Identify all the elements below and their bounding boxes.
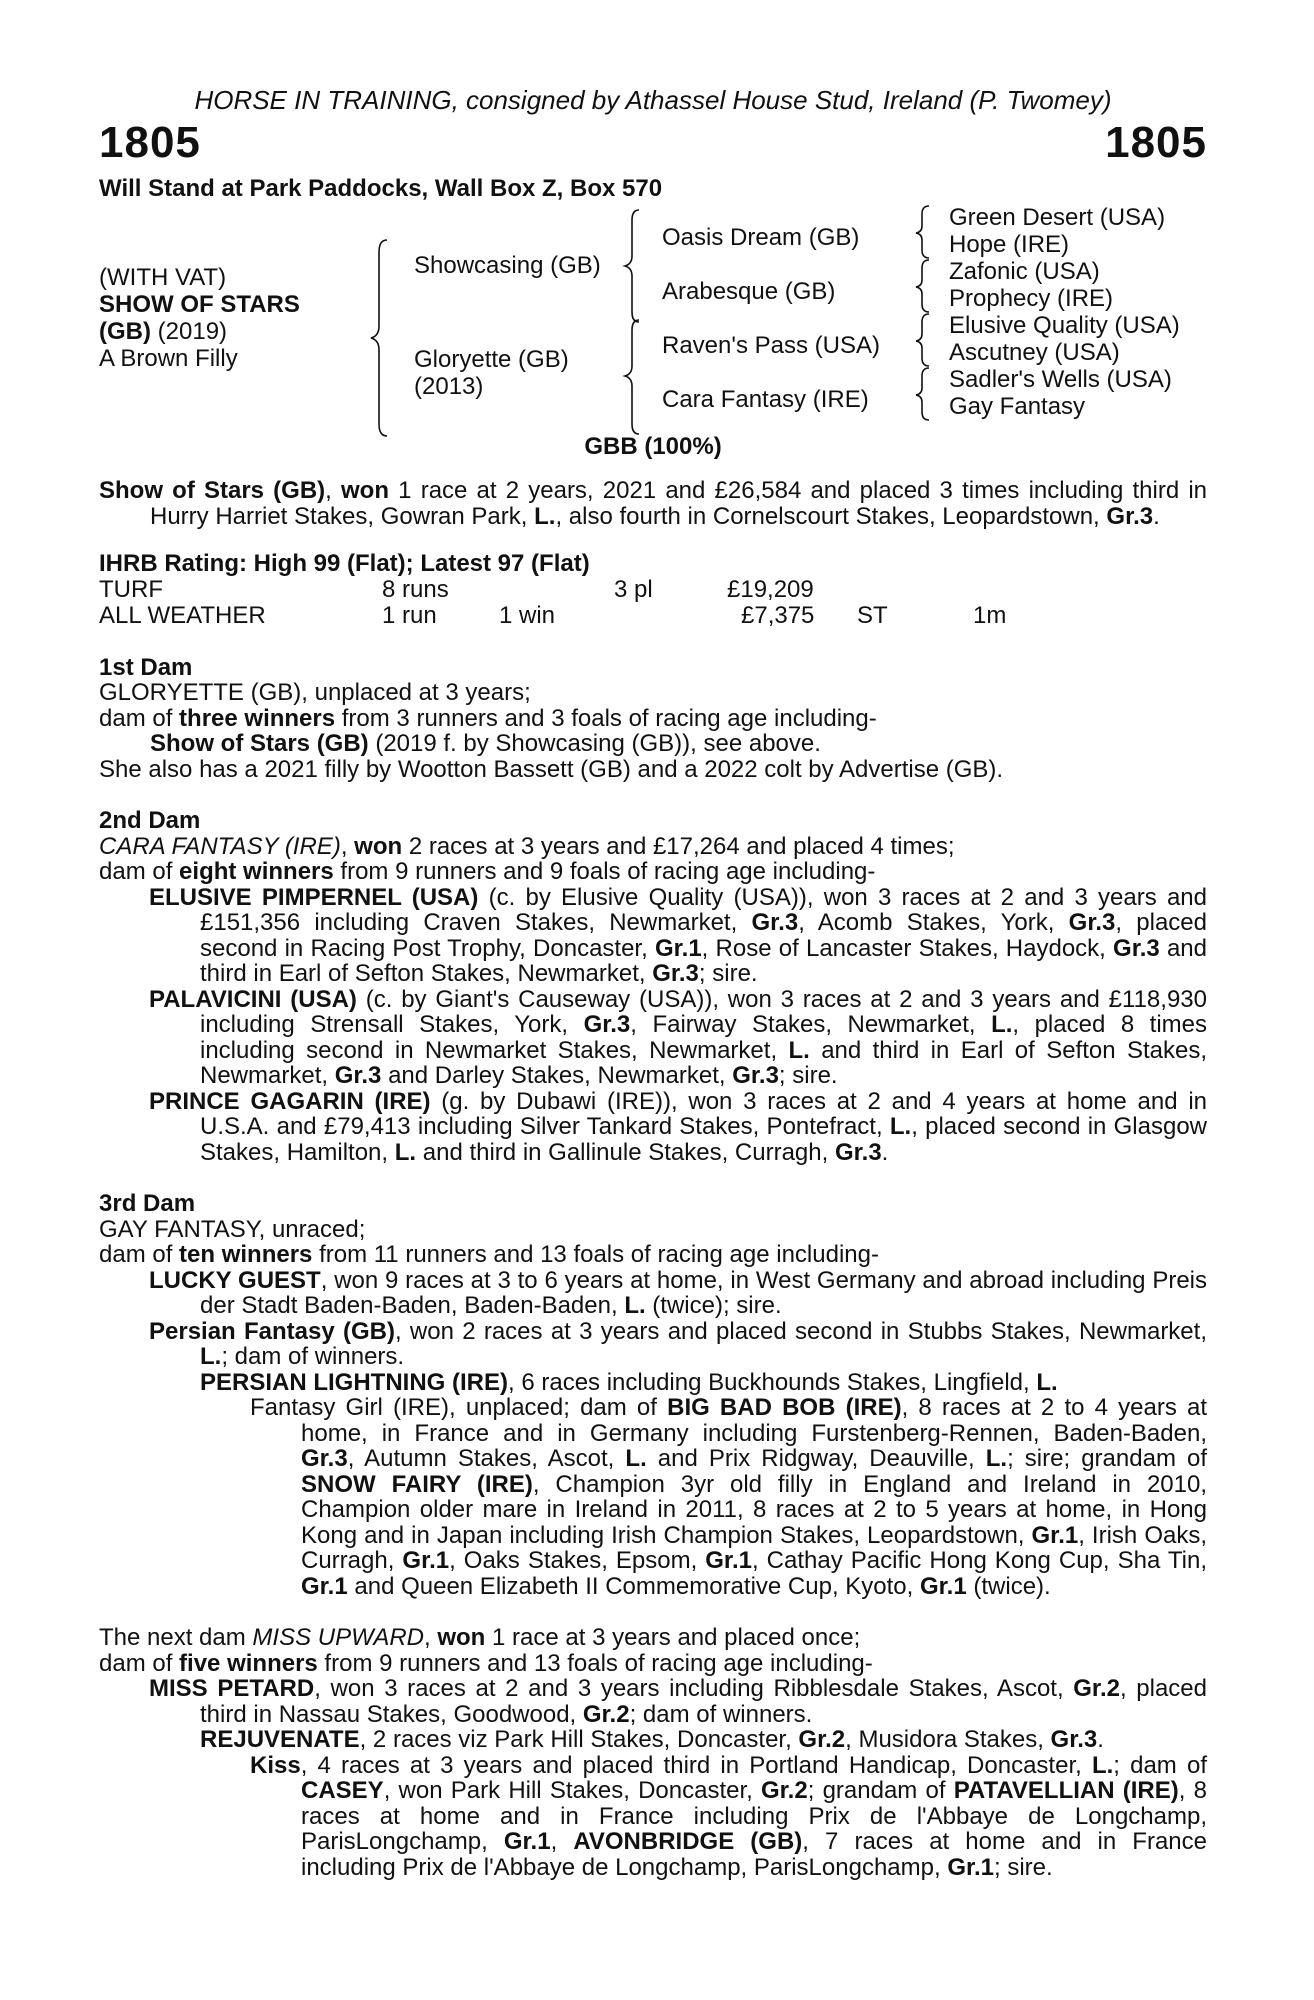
bold-run: CASEY [301, 1777, 384, 1804]
progeny-entry [99, 1676, 1207, 1727]
bold-run: Gr.1 [920, 1572, 967, 1600]
row1-prize: £19,209 [727, 575, 814, 603]
horse-year: (2019) [150, 318, 228, 345]
g3-7: Sadler's Wells (USA) [949, 366, 1172, 393]
winners-count: three winners [179, 704, 336, 732]
bold-run: Gr.1 [947, 1853, 995, 1881]
text-run: ; dam of winners. [629, 1700, 813, 1728]
text-run: ; grandam of [807, 1777, 954, 1804]
bold-run: Kiss [250, 1751, 301, 1779]
t: from 9 runners and 13 foals of racing age including- [317, 1649, 873, 1677]
text-run: Fantasy Girl (IRE), unplaced; dam of [250, 1394, 668, 1421]
text-run: ; sire. [778, 1062, 838, 1089]
text-run: , placed 8 times including second in Newmarket Stakes, Newmarket, [200, 1011, 1208, 1064]
gbb-rating: GBB (100%) [584, 433, 722, 460]
third-dam-heading: 3rd Dam [99, 1190, 196, 1217]
bold-run: L. [1036, 1368, 1058, 1396]
bold-run: L. [1091, 1751, 1114, 1779]
summary-end: . [1153, 502, 1160, 530]
bold-run: Gr.2 [798, 1726, 846, 1753]
stand-location: Will Stand at Park Paddocks, Wall Box Z, Box 570 [99, 175, 663, 202]
bold-run: PATAVELLIAN (IRE) [953, 1777, 1179, 1804]
consignor-line: HORSE IN TRAINING, consigned by Athassel House Stud, Ireland (P. Twomey) [194, 85, 1112, 115]
text-run: , won 3 races at 2 and 3 years including Ribblesdale Stakes, Ascot, [314, 1675, 1074, 1702]
horse-name: SHOW OF STARS [99, 291, 300, 318]
text-run: , 8 races at 2 to 4 years at home, in France and in Germany including Furstenberg-Rennen, Baden-Baden, [301, 1394, 1207, 1447]
first-dam-line2 [99, 706, 1207, 732]
bold-run: MISS PETARD [149, 1675, 315, 1702]
winners-count: ten winners [179, 1241, 313, 1268]
first-dam-line1: GLORYETTE (GB), unplaced at 3 years; [99, 679, 531, 706]
dam-sire: Raven's Pass (USA) [662, 332, 880, 359]
bold-run: L. [624, 1292, 646, 1319]
text-run: and Darley Stakes, Newmarket, [381, 1062, 733, 1089]
g3-5: Elusive Quality (USA) [949, 312, 1180, 339]
row1-runs: 8 runs [382, 575, 449, 603]
progeny-entry [99, 885, 1207, 987]
bold-run: L. [200, 1343, 222, 1370]
t: dam of [99, 1241, 180, 1268]
first-dam-line4: She also has a 2021 filly by Wootton Bassett (GB) and a 2022 colt by Advertise (GB). [99, 755, 1004, 783]
progeny-entry [99, 1395, 1207, 1599]
bold-run: Gr.1 [503, 1828, 551, 1855]
bold-run: Persian Fantasy (GB) [149, 1317, 395, 1345]
bold-run: REJUVENATE [200, 1726, 360, 1753]
row1-surface: TURF [99, 575, 163, 603]
winners-count: eight winners [179, 858, 334, 885]
bold-run: Gr.3 [1113, 934, 1160, 962]
lot-number-row [99, 118, 1207, 168]
text-run: . [881, 1138, 889, 1166]
bold-run: Gr.1 [301, 1572, 348, 1600]
bold-run: Gr.1 [402, 1547, 450, 1574]
bold-run: Gr.1 [705, 1547, 752, 1574]
t: won [354, 832, 403, 860]
text-run: , won 2 races at 3 years and placed second in Stubbs Stakes, Newmarket, [394, 1317, 1207, 1345]
text-run: ; sire; grandam of [1007, 1445, 1208, 1472]
summary-horse-name: Show of Stars (GB) [99, 477, 326, 504]
text-run: , Autumn Stakes, Ascot, [347, 1445, 626, 1472]
t: from 11 runners and 13 foals of racing age including- [312, 1241, 879, 1268]
bold-run: L. [394, 1138, 417, 1166]
second-dam-line1 [99, 834, 1207, 860]
text-run: , Musidora Stakes, [845, 1726, 1051, 1753]
row2-runs: 1 run [382, 601, 437, 629]
bold-run: Gr.3 [834, 1138, 882, 1166]
catalogue-page [99, 84, 1207, 1880]
next-dam-line2 [99, 1651, 1207, 1677]
text-run: , Irish Oaks, Curragh, [301, 1521, 1207, 1574]
g3-1: Green Desert (USA) [949, 204, 1166, 231]
sire-sire: Oasis Dream (GB) [662, 224, 860, 251]
progeny-entry [99, 1727, 1207, 1753]
next-dam-line1 [99, 1625, 1207, 1651]
text-run: , Oaks Stakes, Epsom, [449, 1547, 706, 1574]
bold-run: PERSIAN LIGHTNING (IRE) [200, 1368, 509, 1396]
horse-suffix: (GB) [99, 318, 151, 345]
text-run: ; dam of winners. [221, 1343, 405, 1370]
bold-run: Gr.3 [301, 1445, 348, 1472]
progeny-entry [99, 1268, 1207, 1319]
bold-run: Gr.3 [652, 960, 699, 987]
text-run: and Prix Ridgway, Deauville, [646, 1445, 986, 1472]
text-run: , 8 races at home and in France including Prix de l'Abbaye de Longchamp, ParisLongchamp, [301, 1777, 1207, 1855]
text-run: (c. by Giant's Causeway (USA)), won 3 races at 2 and 3 years and £118,930 including Strensall Stakes, York, [200, 985, 1207, 1038]
bold-run: L. [985, 1445, 1008, 1472]
text-run: (c. by Elusive Quality (USA)), won 3 races at 2 and 3 years and £151,356 including Craven Stakes, Newmarket, [200, 883, 1208, 936]
t: (2019 f. by Showcasing (GB)), see above. [368, 730, 821, 757]
text-run: , 2 races viz Park Hill Stakes, Doncaster, [359, 1726, 799, 1753]
t: from 3 runners and 3 foals of racing age including- [335, 704, 877, 732]
lot-number-left: 1805 [99, 118, 201, 167]
summary-group: Gr.3 [1106, 502, 1154, 530]
winners-count: five winners [179, 1649, 318, 1677]
text-run: , placed second in Glasgow Stakes, Hamilton, [200, 1113, 1207, 1166]
text-run: , placed second in Racing Post Trophy, Doncaster, [200, 909, 1207, 962]
text-run: . [1097, 1726, 1104, 1753]
g3-4: Prophecy (IRE) [949, 285, 1114, 312]
horse-year-line [99, 318, 227, 345]
next-dam-section [99, 1625, 1207, 1880]
t: won [437, 1624, 486, 1651]
dam-dam: Cara Fantasy (IRE) [662, 386, 869, 413]
t: 2 races at 3 years and £17,264 and placed 4 times; [402, 832, 955, 860]
g3-6: Ascutney (USA) [949, 339, 1120, 366]
dam-name: MISS UPWARD [252, 1624, 424, 1651]
g3-8: Gay Fantasy [949, 393, 1086, 420]
sire-name: Showcasing (GB) [414, 252, 601, 279]
t: from 9 runners and 9 foals of racing age including- [333, 858, 876, 885]
bold-run: Gr.3 [583, 1011, 631, 1038]
bold-run: L. [991, 1011, 1013, 1038]
pedigree-table [99, 206, 1207, 436]
second-dam-section [99, 808, 1207, 1165]
bold-run: L. [889, 1113, 912, 1140]
third-dam-line1: GAY FANTASY, unraced; [99, 1215, 366, 1243]
bold-run: Gr.3 [732, 1062, 779, 1089]
t: , [424, 1624, 438, 1651]
bold-run: PALAVICINI (USA) [149, 985, 357, 1013]
text-run: (g. by Dubawi (IRE)), won 3 races at 2 and 4 years at home and in U.S.A. and £79,413 including Silver Tankard Stakes, Pontefract, [200, 1087, 1208, 1140]
bold-run: ELUSIVE PIMPERNEL (USA) [149, 883, 479, 911]
t: , [340, 832, 355, 860]
row2-distance: 1m [973, 601, 1007, 629]
text-run: and third in Earl of Sefton Stakes, Newmarket, [200, 1036, 1207, 1089]
summary-text-1: 1 race at 2 years, 2021 and £26,584 and placed 3 times including third in Hurry Harriet Stakes, Gowran Park, [150, 477, 1208, 530]
t: dam of [99, 1649, 180, 1677]
bold-run: AVONBRIDGE (GB) [573, 1828, 803, 1855]
progeny-name: Show of Stars (GB) [150, 730, 369, 757]
bold-run: Gr.3 [334, 1062, 382, 1089]
bold-run: PRINCE GAGARIN (IRE) [149, 1087, 431, 1115]
bold-run: Gr.3 [1050, 1726, 1098, 1753]
bold-run: BIG BAD BOB (IRE) [667, 1394, 902, 1421]
text-run: , placed third in Nassau Stakes, Goodwood, [200, 1675, 1207, 1728]
text-run: and Queen Elizabeth II Commemorative Cup, Kyoto, [347, 1572, 920, 1600]
t: 1 race at 3 years and placed once; [485, 1624, 861, 1651]
first-dam-section [99, 655, 1207, 783]
first-dam-line3 [99, 731, 1207, 757]
form-table [99, 577, 1207, 629]
second-dam-heading: 2nd Dam [99, 807, 201, 834]
dam-year: (2013) [414, 373, 484, 400]
bold-run: Gr.2 [761, 1777, 808, 1804]
text-run: , won Park Hill Stakes, Doncaster, [383, 1777, 761, 1804]
text-run: (twice). [966, 1572, 1051, 1600]
text-run: and third in Earl of Sefton Stakes, Newmarket, [200, 934, 1207, 987]
bold-run: Gr.3 [751, 909, 799, 936]
bold-run: LUCKY GUEST [149, 1266, 321, 1294]
sire-dam: Arabesque (GB) [662, 278, 836, 305]
text-run: , 6 races including Buckhounds Stakes, Lingfield, [508, 1368, 1037, 1396]
text-run: , 4 races at 3 years and placed third in Portland Handicap, Doncaster, [300, 1751, 1092, 1779]
t: dam of [99, 704, 180, 732]
t: The next dam [99, 1624, 253, 1651]
text-run: ; dam of [1113, 1751, 1207, 1779]
text-run: , 7 races at home and in France including Prix de l'Abbaye de Longchamp, ParisLongchamp, [301, 1828, 1207, 1881]
text-run: , Acomb Stakes, York, [798, 909, 1069, 936]
text-run: , Rose of Lancaster Stakes, Haydock, [701, 934, 1114, 962]
g3-2: Hope (IRE) [949, 231, 1070, 258]
horse-name-line [99, 291, 300, 318]
bold-run: Gr.2 [582, 1700, 630, 1728]
g3-3: Zafonic (USA) [949, 258, 1100, 285]
row2-going: ST [857, 601, 888, 629]
summary-listed: L. [534, 502, 556, 530]
text-run: (twice); sire. [645, 1292, 782, 1319]
bold-run: Gr.1 [1031, 1521, 1079, 1549]
horse-description: A Brown Filly [99, 345, 238, 372]
bold-run: Gr.2 [1073, 1675, 1120, 1702]
row2-wins: 1 win [499, 601, 556, 629]
text-run: , Champion 3yr old filly in England and Ireland in 2010, Champion older mare in Ireland in 2011, 8 races at 2 to 5 years at home, in Hong Kong and in Japan including Irish Champion Stakes, Leopardstown, [301, 1470, 1207, 1549]
second-dam-line2 [99, 859, 1207, 885]
first-dam-heading: 1st Dam [99, 653, 193, 681]
progeny-entry [99, 1753, 1207, 1881]
progeny-entry [99, 1089, 1207, 1166]
bold-run: SNOW FAIRY (IRE) [301, 1470, 533, 1498]
summary-text-2: , also fourth in Cornelscourt Stakes, Leopardstown, [555, 502, 1107, 530]
progeny-entry [99, 1370, 1207, 1396]
dam-name: Gloryette (GB) [414, 346, 569, 373]
row2-prize: £7,375 [741, 601, 815, 629]
vat-label: (WITH VAT) [99, 264, 227, 291]
row1-placed: 3 pl [614, 575, 653, 603]
bold-run: L. [788, 1036, 810, 1064]
lot-number-right: 1805 [1105, 118, 1207, 167]
progeny-entry [99, 987, 1207, 1089]
text-run: , [550, 1828, 574, 1855]
row2-surface: ALL WEATHER [99, 601, 266, 629]
text-run: , Cathay Pacific Hong Kong Cup, Sha Tin, [751, 1547, 1207, 1574]
t: dam of [99, 858, 180, 885]
dam-name: CARA FANTASY (IRE) [99, 832, 341, 860]
text-run: and third in Gallinule Stakes, Curragh, [416, 1138, 835, 1166]
rating-section [99, 551, 1207, 629]
text-run: , Fairway Stakes, Newmarket, [630, 1011, 992, 1038]
bold-run: Gr.1 [654, 934, 702, 962]
text-run: ; sire. [994, 1853, 1053, 1881]
bold-run: Gr.3 [1068, 909, 1116, 936]
rating-title: IHRB Rating: High 99 (Flat); Latest 97 (Flat) [99, 550, 590, 577]
summary-won: won [341, 477, 390, 504]
progeny-entry [99, 1319, 1207, 1370]
bold-run: L. [625, 1445, 647, 1472]
text-run: , won 9 races at 3 to 6 years at home, in West Germany and abroad including Preis der Stadt Baden-Baden, Baden-Baden, [200, 1266, 1208, 1319]
race-summary: Show of Stars (GB), won 1 race at 2 years, 2021 and £26,584 and placed 3 times including third in Hurry Harriet Stakes, Gowran Park, L., also fourth in Cornelscourt Stakes, Leopardstown, Gr.3. [99, 477, 1208, 530]
third-dam-line2 [99, 1242, 1207, 1268]
third-dam-section [99, 1191, 1207, 1599]
text-run: ; sire. [698, 960, 758, 987]
